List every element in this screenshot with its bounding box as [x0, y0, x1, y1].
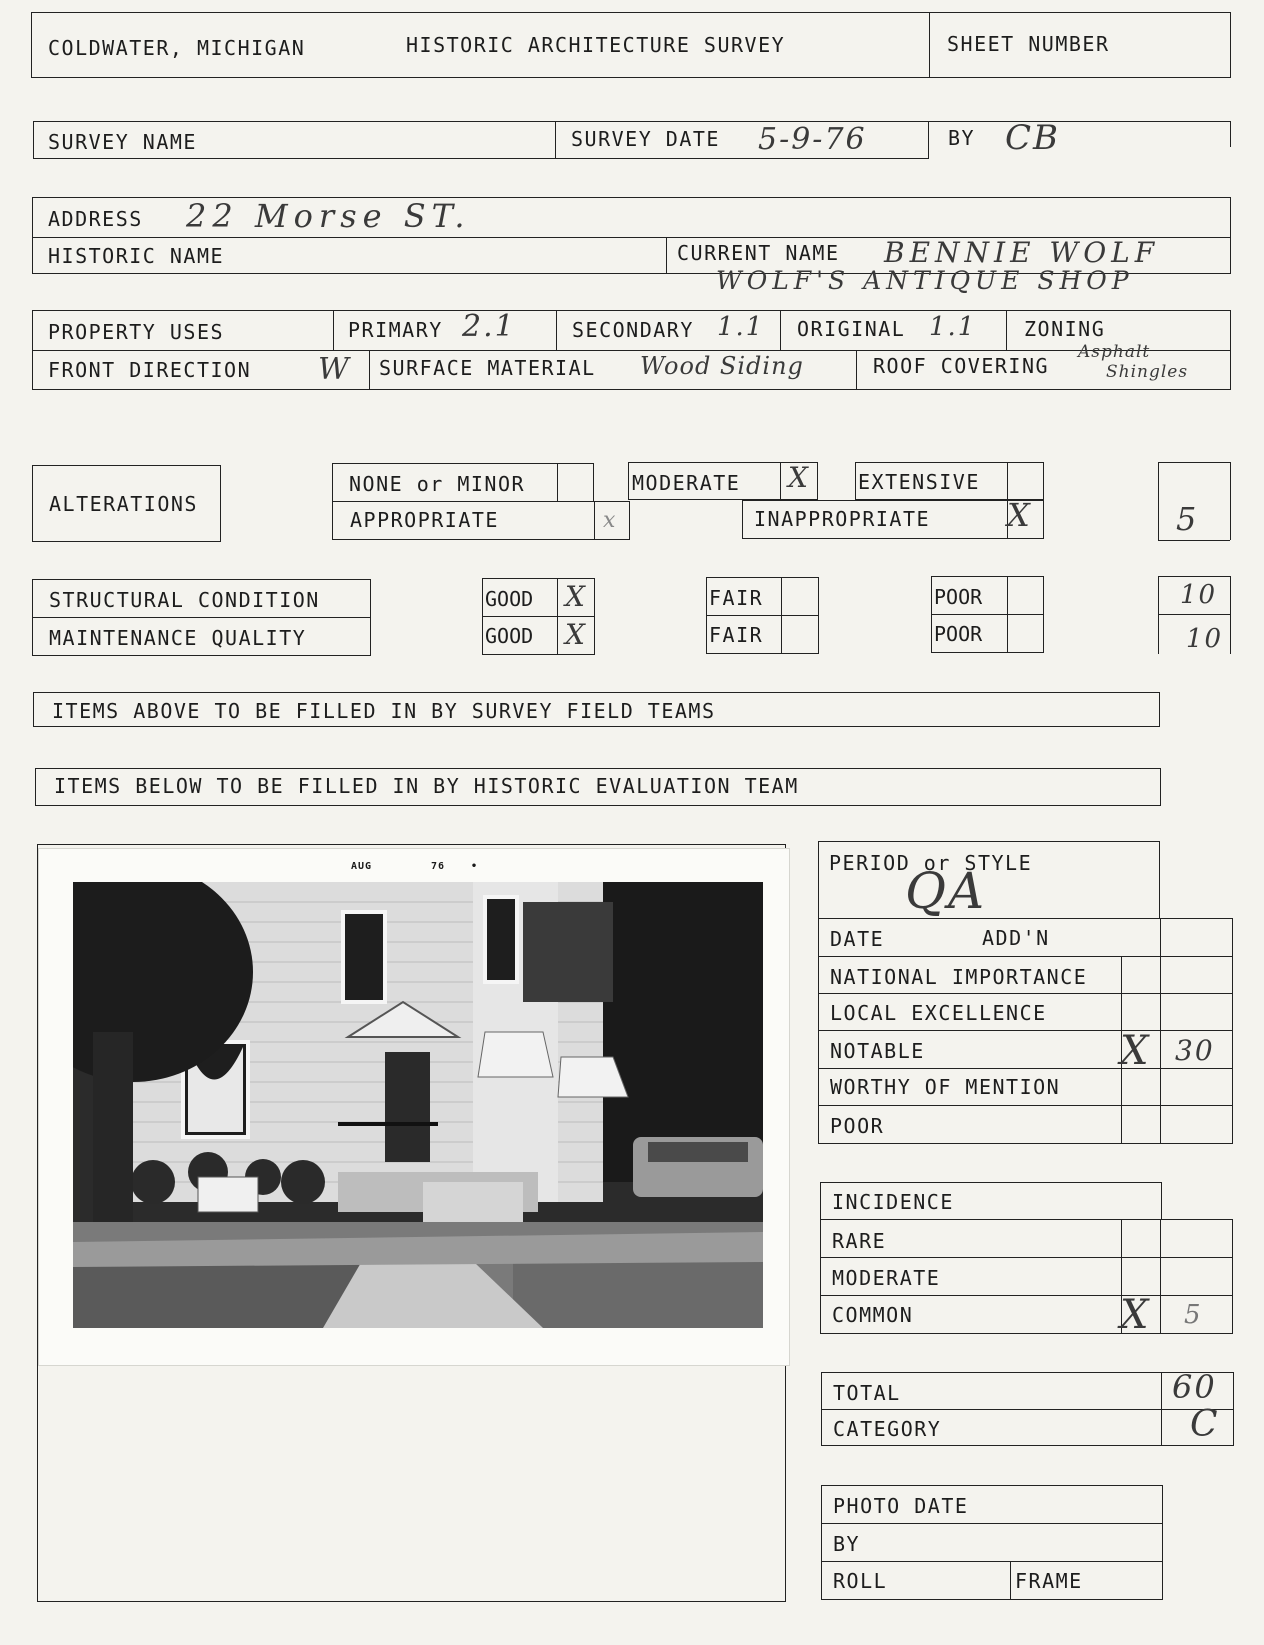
- survey-date-label: SURVEY DATE: [571, 127, 720, 151]
- appropriate-mark: x: [603, 508, 618, 533]
- appropriate-check-div: [594, 501, 595, 540]
- eval-note-top: [35, 768, 1160, 769]
- incidence-vdiv-2: [1160, 1219, 1161, 1334]
- secondary-label: SECONDARY: [572, 318, 694, 342]
- alterations-score: 5: [1176, 500, 1199, 538]
- photo-stamp-dot: •: [471, 861, 479, 872]
- moderate-check-div: [780, 462, 781, 500]
- local-excellence-label: LOCAL EXCELLENCE: [830, 1001, 1047, 1025]
- eval-grid-line-2: [818, 993, 1233, 994]
- photo-stamp-year: 76: [431, 861, 446, 872]
- survey-name-label: SURVEY NAME: [48, 130, 197, 154]
- address-value: 22 Morse ST.: [186, 197, 471, 235]
- survey-row-div2: [928, 121, 929, 159]
- photo-by-label: BY: [833, 1532, 861, 1556]
- address-current-divider: [666, 237, 667, 274]
- photo-stamp-month: AUG: [351, 861, 373, 872]
- worthy-of-mention-label: WORTHY OF MENTION: [830, 1075, 1061, 1099]
- none-minor-check-div: [557, 463, 558, 502]
- maintenance-quality-label: MAINTENANCE QUALITY: [49, 626, 307, 650]
- survey-row-right: [1230, 121, 1231, 147]
- secondary-value: 1.1: [717, 312, 765, 342]
- front-div-roof: [856, 350, 857, 390]
- structural-poor-label: POOR: [934, 585, 983, 609]
- uses-div-original: [780, 310, 781, 350]
- extensive-label: EXTENSIVE: [858, 470, 980, 494]
- eval-grid-line-1: [818, 956, 1233, 957]
- structural-good-label: GOOD: [485, 587, 534, 611]
- maintenance-poor-label: POOR: [934, 622, 983, 646]
- fair-check-div: [781, 577, 782, 654]
- eval-grid: [818, 918, 1233, 1144]
- survey-date-value: 5-9-76: [758, 122, 867, 157]
- address-label: ADDRESS: [48, 207, 143, 231]
- eval-date-label: DATE: [830, 927, 885, 951]
- current-name-value: BENNIE WOLF: [884, 236, 1160, 269]
- location-label: COLDWATER, MICHIGAN: [48, 36, 306, 60]
- total-label: TOTAL: [833, 1381, 901, 1405]
- roll-label: ROLL: [833, 1569, 888, 1593]
- common-score: 5: [1184, 1300, 1203, 1330]
- totals-divider: [821, 1409, 1234, 1410]
- sheet-number-label: SHEET NUMBER: [947, 32, 1110, 56]
- frame-label: FRAME: [1015, 1569, 1083, 1593]
- house-photo-image: [73, 882, 763, 1328]
- primary-label: PRIMARY: [348, 318, 443, 342]
- condition-score-right: [1230, 576, 1231, 654]
- structural-score: 10: [1180, 580, 1218, 610]
- incidence-line-1: [820, 1257, 1233, 1258]
- survey-by-value: CB: [1005, 118, 1060, 158]
- field-teams-note: ITEMS ABOVE TO BE FILLED IN BY SURVEY FIELD TEAMS: [52, 699, 716, 723]
- alterations-score-right: [1230, 462, 1231, 540]
- good-check-div: [557, 578, 558, 655]
- notable-label: NOTABLE: [830, 1039, 925, 1063]
- alterations-score-top: [1158, 462, 1230, 463]
- maintenance-good-label: GOOD: [485, 624, 534, 648]
- survey-row-bottom: [33, 158, 928, 159]
- eval-note-left: [35, 768, 36, 806]
- condition-divider: [32, 617, 371, 618]
- alterations-score-left: [1158, 462, 1159, 540]
- surface-material-value: Wood Siding: [640, 352, 804, 380]
- rare-label: RARE: [832, 1229, 887, 1253]
- uses-div-primary: [333, 310, 334, 350]
- form-title: HISTORIC ARCHITECTURE SURVEY: [406, 33, 786, 57]
- poor-divider: [931, 614, 1044, 615]
- moderate-mark: X: [788, 461, 810, 494]
- common-mark: X: [1120, 1292, 1151, 1338]
- eval-note-bottom: [35, 805, 1160, 806]
- totals-vdiv: [1161, 1372, 1162, 1446]
- roof-covering-label: ROOF COVERING: [873, 354, 1050, 378]
- survey-row-left: [33, 121, 34, 159]
- original-label: ORIGINAL: [797, 317, 906, 341]
- notable-score: 30: [1175, 1034, 1215, 1067]
- none-minor-label: NONE or MINOR: [349, 472, 526, 496]
- extensive-check-div: [1007, 462, 1008, 500]
- uses-div-zoning: [1006, 310, 1007, 350]
- primary-value: 2.1: [462, 309, 516, 344]
- photo-date-label: PHOTO DATE: [833, 1494, 969, 1518]
- structural-fair-label: FAIR: [709, 586, 764, 610]
- incidence-label: INCIDENCE: [832, 1190, 954, 1214]
- house-photo: [38, 848, 790, 1366]
- property-uses-label: PROPERTY USES: [48, 320, 225, 344]
- incidence-moderate-label: MODERATE: [832, 1266, 941, 1290]
- category-label: CATEGORY: [833, 1417, 942, 1441]
- maintenance-fair-label: FAIR: [709, 623, 764, 647]
- period-style-label: PERIOD or STYLE: [829, 851, 1033, 875]
- photo-info-line-2: [821, 1561, 1163, 1562]
- total-value: 60: [1172, 1368, 1217, 1406]
- property-uses-divider: [32, 350, 1231, 351]
- structural-good-mark: X: [565, 580, 587, 613]
- zoning-label: ZONING: [1024, 317, 1106, 341]
- front-div-surface: [369, 350, 370, 390]
- maintenance-score: 10: [1186, 624, 1224, 654]
- poor-check-div: [1007, 576, 1008, 653]
- structural-condition-label: STRUCTURAL CONDITION: [49, 588, 320, 612]
- maintenance-good-mark: X: [565, 618, 587, 651]
- current-name-label: CURRENT NAME: [677, 241, 840, 265]
- eval-grid-vdiv-2: [1160, 918, 1161, 1144]
- eval-grid-line-4: [818, 1068, 1233, 1069]
- photo-info-frame-div: [1010, 1561, 1011, 1600]
- eval-note-right: [1160, 768, 1161, 806]
- inappropriate-mark: X: [1007, 496, 1032, 534]
- eval-addn-label: ADD'N: [982, 926, 1050, 950]
- header-divider: [929, 12, 930, 78]
- appropriate-label: APPROPRIATE: [350, 508, 499, 532]
- roof-covering-value-2: Shingles: [1106, 362, 1189, 382]
- inappropriate-label: INAPPROPRIATE: [754, 507, 931, 531]
- condition-score-top: [1158, 576, 1230, 577]
- condition-score-mid: [1158, 614, 1230, 615]
- condition-score-left: [1158, 576, 1159, 654]
- alterations-label: ALTERATIONS: [49, 492, 198, 516]
- eval-grid-line-3: [818, 1030, 1233, 1031]
- survey-by-label: BY: [948, 126, 976, 150]
- current-name-value-2: WOLF'S ANTIQUE SHOP: [716, 266, 1134, 295]
- roof-covering-value-1: Asphalt: [1078, 342, 1151, 362]
- fair-divider: [706, 615, 819, 616]
- historic-name-label: HISTORIC NAME: [48, 244, 225, 268]
- survey-row-div1: [555, 121, 556, 159]
- period-style-value: QA: [905, 862, 987, 920]
- uses-div-secondary: [556, 310, 557, 350]
- surface-material-label: SURFACE MATERIAL: [379, 356, 596, 380]
- eval-poor-label: POOR: [830, 1114, 885, 1138]
- front-direction-value: W: [318, 352, 351, 387]
- incidence-line-2: [820, 1295, 1233, 1296]
- evaluation-team-note: ITEMS BELOW TO BE FILLED IN BY HISTORIC EVALUATION TEAM: [54, 774, 799, 798]
- photo-info-line-1: [821, 1523, 1163, 1524]
- notable-mark: X: [1120, 1028, 1151, 1074]
- front-direction-label: FRONT DIRECTION: [48, 358, 252, 382]
- category-value: C: [1190, 1404, 1220, 1445]
- good-divider: [482, 616, 595, 617]
- alterations-score-bottom: [1158, 540, 1230, 541]
- moderate-label: MODERATE: [632, 471, 741, 495]
- eval-grid-line-5: [818, 1105, 1233, 1106]
- national-importance-label: NATIONAL IMPORTANCE: [830, 965, 1088, 989]
- original-value: 1.1: [929, 312, 977, 342]
- common-label: COMMON: [832, 1303, 914, 1327]
